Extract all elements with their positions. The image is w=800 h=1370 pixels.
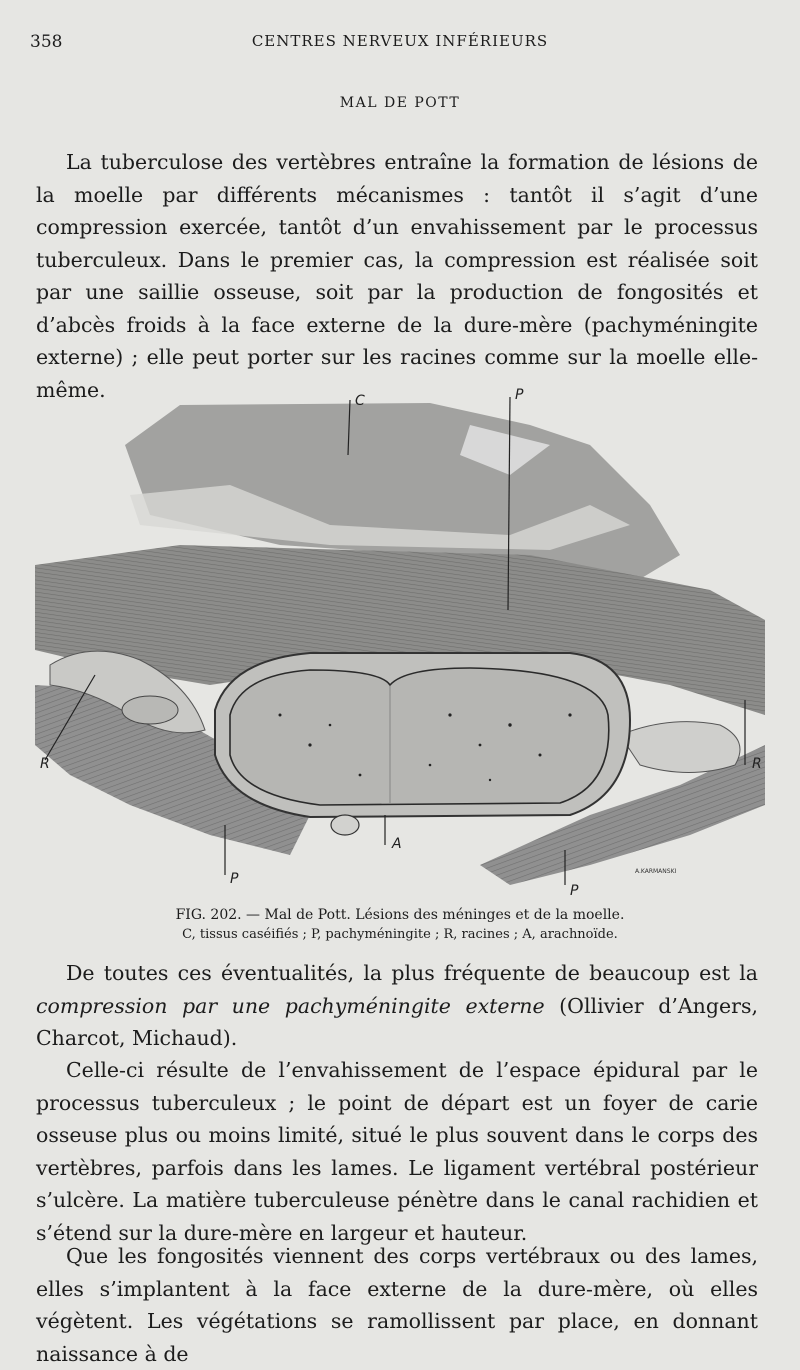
label-p-top: P	[515, 387, 524, 403]
paragraph-fongosites-text: Que les fongosités viennent des corps vertébraux ou des lames, elles s’implantent à la face externe de la dure-mère, où elles végètent. Les végétations se ramollissent par place, en donnant naissance à de	[36, 1244, 758, 1366]
label-c: C	[355, 393, 365, 409]
figure-202	[30, 385, 770, 900]
paragraph-compression-emphasis: compression par une pachyméningite externe	[36, 993, 545, 1018]
label-r-left: R	[40, 756, 50, 772]
section-title: MAL DE POTT	[339, 95, 461, 111]
paragraph-compression-end: (Ollivier d’Angers, Charcot, Michaud).	[36, 993, 758, 1050]
spinal-section-illustration	[30, 385, 770, 900]
label-a: A	[392, 836, 402, 852]
spinal-cord	[230, 668, 609, 805]
page-number: 358	[30, 32, 63, 52]
paragraph-epidural-text: Celle-ci résulte de l’envahissement de l’espace épidural par le processus tuberculeux ; le point de départ est un foyer de carie osseuse plus ou moins limité, situé le plus souvent dans le corps des vertèbres, parfois dans les lames. Le ligament vertébral postérieur s’ulcère. La matière tuberculeuse pénètre dans le canal rachidien et s’étend sur la dure-mère en largeur et hauteur.	[36, 1058, 758, 1245]
engraver-signature: A.KARMANSKI	[635, 868, 677, 875]
label-r-right: R	[752, 756, 762, 772]
running-title: CENTRES NERVEUX INFÉRIEURS	[251, 32, 549, 50]
paragraph-compression-text	[36, 957, 758, 1055]
paragraph-fongosites	[36, 1240, 758, 1370]
caption-line-1: FIG. 202. — Mal de Pott. Lésions des méninges et de la moelle.	[175, 907, 625, 923]
paragraph-compression-start: De toutes ces éventualités, la plus fréquente de beaucoup est la	[66, 961, 758, 985]
paragraph-intro	[36, 146, 758, 406]
running-head	[30, 32, 770, 56]
label-p-bottom-right: P	[570, 883, 579, 899]
figure-caption	[60, 905, 740, 945]
paragraph-intro-text: La tuberculose des vertèbres entraîne la formation de lésions de la moelle par différents mécanismes : tantôt il s’agit d’une compression exercée, tantôt d’un envahissement par le processus tuberculeux. Dans le premier cas, la compression est réalisée soit par une saillie osseuse, soit par la production de fongosités et d’abcès froids à la face externe de la dure-mère (pachyméningite externe) ; elle peut porter sur les racines comme sur la moelle elle-même.	[36, 150, 758, 402]
caption-line-2: C, tissus caséifiés ; P, pachyméningite ; R, racines ; A, arachnoïde.	[182, 927, 618, 942]
label-p-bottom-left: P	[230, 871, 239, 887]
paragraph-compression	[36, 957, 758, 1055]
paragraph-epidural	[36, 1054, 758, 1249]
